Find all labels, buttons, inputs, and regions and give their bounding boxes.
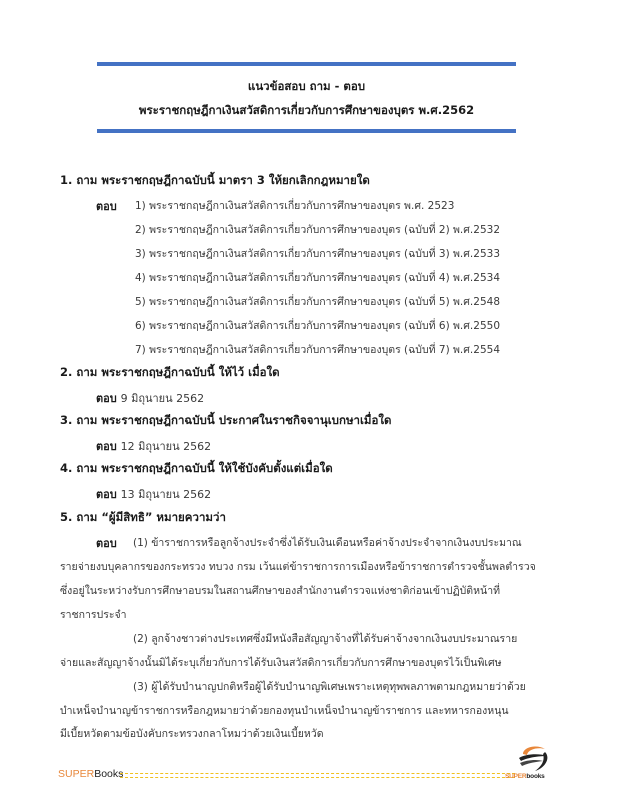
logo-text-super: SUPER [505,773,527,780]
footer-brand-super: SUPER [58,768,95,780]
question-5: 5. ถาม “ผู้มีสิทธิ” หมายความว่า [60,510,226,524]
logo-text [505,773,545,780]
answer-1-item-6: 6) พระราชกฤษฎีกาเงินสวัสดิการเกี่ยวกับการศึกษาของบุตร (ฉบับที่ 6) พ.ศ.2550 [135,320,500,332]
question-2: 2. ถาม พระราชกฤษฎีกาฉบับนี้ ให้ไว้ เมื่อใด [60,365,280,379]
answer-1-item-2: 2) พระราชกฤษฎีกาเงินสวัสดิการเกี่ยวกับการศึกษาของบุตร (ฉบับที่ 2) พ.ศ.2532 [135,224,500,236]
answer-label-5: ตอบ [96,537,117,550]
answer-4-value: 13 มิถุนายน 2562 [120,488,212,501]
answer-label-4: ตอบ [96,488,117,501]
header-bottom-divider [97,129,516,133]
question-4: 4. ถาม พระราชกฤษฎีกาฉบับนี้ ให้ใช้บังคับตั้งแต่เมื่อใด [60,461,333,475]
answer-label-3: ตอบ [96,440,117,453]
answer-5-para-1-line-3: ซึ่งอยู่ในระหว่างรับการศึกษาอบรมในสถานศึกษาของสำนักงานตำรวจแห่งชาติก่อนเข้าปฏิบัติหน้าที่ [60,585,501,597]
question-3: 3. ถาม พระราชกฤษฎีกาฉบับนี้ ประกาศในราชกิจจานุเบกษาเมื่อใด [60,413,392,427]
answer-5-para-1-line-2: รายจ่ายงบบุคลากรของกระทรวง ทบวง กรม เว้นแต่ข้าราชการการเมืองหรือข้าราชการตำรวจชั้นพลตำรวจ [60,561,536,573]
answer-1-item-7: 7) พระราชกฤษฎีกาเงินสวัสดิการเกี่ยวกับการศึกษาของบุตร (ฉบับที่ 7) พ.ศ.2554 [135,344,500,356]
answer-2-value: 9 มิถุนายน 2562 [120,392,205,405]
answer-1-item-3: 3) พระราชกฤษฎีกาเงินสวัสดิการเกี่ยวกับการศึกษาของบุตร (ฉบับที่ 3) พ.ศ.2533 [135,248,500,260]
answer-4 [96,485,211,503]
answer-5-para-2-line-2: จ่ายและสัญญาจ้างนั้นมิได้ระบุเกี่ยวกับการได้รับเงินสวัสดิการเกี่ยวกับการศึกษาของบุตรไว้เป็นพิเศษ [60,657,502,669]
answer-2 [96,389,204,407]
answer-5-para-3-line-2: บำเหน็จบำนาญข้าราชการหรือกฎหมายว่าด้วยกองทุนบำเหน็จบำนาญข้าราชการ และทหารกองหนุน [60,705,509,717]
footer-divider [120,773,515,778]
superbooks-logo [505,744,555,784]
footer-brand [58,768,123,780]
answer-5-para-3-line-1: (3) ผู้ได้รับบำนาญปกติหรือผู้ได้รับบำนาญพิเศษเพราะเหตุทุพพลภาพตามกฎหมายว่าด้วย [133,681,526,693]
answer-5-para-3-line-3: มีเบี้ยหวัดตามข้อบังคับกระทรวงกลาโหมว่าด้วยเงินเบี้ยหวัด [60,728,324,740]
answer-label-2: ตอบ [96,392,117,405]
superbooks-swoosh-icon [505,744,555,774]
page-subtitle: พระราชกฤษฎีกาเงินสวัสดิการเกี่ยวกับการศึกษาของบุตร พ.ศ.2562 [138,103,475,117]
answer-3-value: 12 มิถุนายน 2562 [120,440,212,453]
answer-5-para-1-line-4: ราชการประจำ [60,609,127,621]
answer-5-para-2-line-1: (2) ลูกจ้างชาวต่างประเทศซึ่งมีหนังสือสัญญาจ้างที่ได้รับค่าจ้างจากเงินงบประมาณราย [133,633,518,645]
answer-3 [96,437,211,455]
page-title: แนวข้อสอบ ถาม - ตอบ [247,79,366,93]
answer-label-1: ตอบ [96,200,117,213]
answer-5-para-1-line-1: (1) ข้าราชการหรือลูกจ้างประจำซึ่งได้รับเงินเดือนหรือค่าจ้างประจำจากเงินงบประมาณ [133,537,522,549]
question-1: 1. ถาม พระราชกฤษฎีกาฉบับนี้ มาตรา 3 ให้ยกเลิกกฎหมายใด [60,173,370,187]
header-top-divider [97,62,516,66]
answer-1-item-5: 5) พระราชกฤษฎีกาเงินสวัสดิการเกี่ยวกับการศึกษาของบุตร (ฉบับที่ 5) พ.ศ.2548 [135,296,500,308]
answer-1-item-1: 1) พระราชกฤษฎีกาเงินสวัสดิการเกี่ยวกับการศึกษาของบุตร พ.ศ. 2523 [135,200,455,212]
footer-brand-books: Books [94,768,124,780]
answer-1-item-4: 4) พระราชกฤษฎีกาเงินสวัสดิการเกี่ยวกับการศึกษาของบุตร (ฉบับที่ 4) พ.ศ.2534 [135,272,500,284]
logo-text-books: books [526,773,545,780]
